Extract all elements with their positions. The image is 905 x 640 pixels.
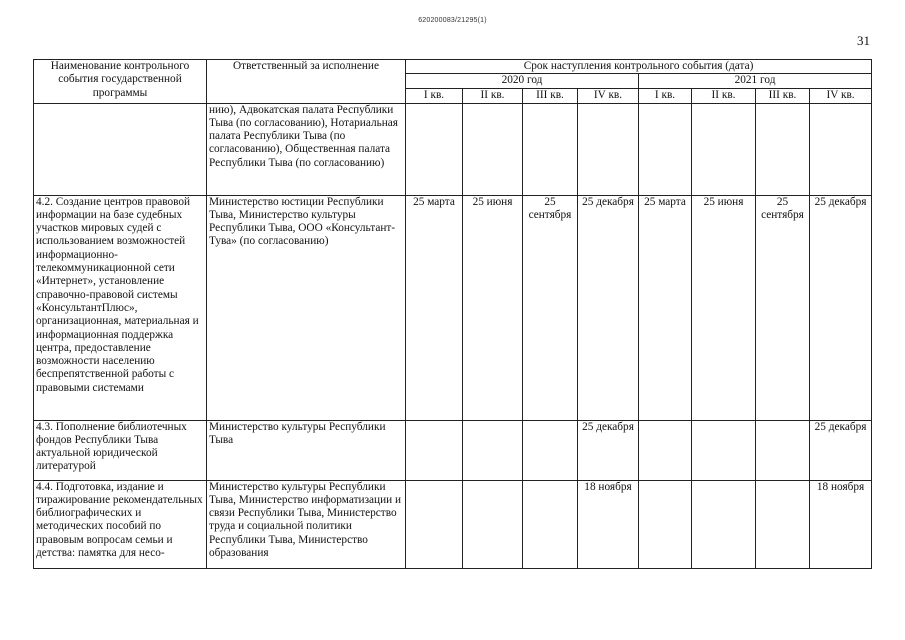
- row-deadline: [756, 480, 810, 568]
- row-deadline: 18 ноября: [810, 480, 872, 568]
- row-deadline: [523, 420, 578, 480]
- row-responsible: нию), Адвокатская палата Республики Тыва (по согласованию), Нотариальная палата Республики Тыва (по согласованию), Общественная палата Республики Тыва (по согласованию): [207, 103, 406, 195]
- row-deadline: [463, 420, 523, 480]
- page-number: 31: [857, 33, 870, 48]
- row-deadline: 25 декабря: [810, 195, 872, 420]
- quarter-header: III кв.: [523, 88, 578, 103]
- row-deadline: [523, 103, 578, 195]
- header-year-2020: 2020 год: [406, 74, 639, 88]
- row-deadline: [756, 103, 810, 195]
- table-row: [34, 480, 872, 568]
- row-deadline: [463, 103, 523, 195]
- header-responsible-column: Ответственный за исполнение: [207, 60, 406, 104]
- row-deadline: [692, 480, 756, 568]
- row-deadline: [463, 480, 523, 568]
- quarter-header: II кв.: [692, 88, 756, 103]
- row-deadline: 25 декабря: [810, 420, 872, 480]
- row-deadline: [523, 480, 578, 568]
- quarter-header: IV кв.: [578, 88, 639, 103]
- row-deadline: 25 июня: [463, 195, 523, 420]
- control-events-table: [33, 59, 872, 569]
- row-responsible: Министерство юстиции Республики Тыва, Министерство культуры Республики Тыва, ООО «Консультант-Тува» (по согласованию): [207, 195, 406, 420]
- table-row: [34, 420, 872, 480]
- row-deadline: 25 декабря: [578, 195, 639, 420]
- header-name-column: Наименование контрольного события государственной программы: [34, 60, 207, 104]
- row-deadline: [406, 420, 463, 480]
- row-deadline: 25 сентября: [523, 195, 578, 420]
- row-deadline: [406, 103, 463, 195]
- row-deadline: 25 декабря: [578, 420, 639, 480]
- row-responsible: Министерство культуры Республики Тыва: [207, 420, 406, 480]
- quarter-header: IV кв.: [810, 88, 872, 103]
- row-deadline: 25 марта: [406, 195, 463, 420]
- table-row: [34, 103, 872, 195]
- row-event-name: 4.2. Создание центров правовой информации на базе судебных участков мировых судей с использованием возможностей информационно-телекоммуникационной сети «Интернет», установление справочно-правовой системы «КонсультантПлюс», организационная, материальная и информационная поддержка центра, предоставление возможности населению беспрепятственной работы с правовыми системами: [34, 195, 207, 420]
- row-deadline: [692, 103, 756, 195]
- row-deadline: [692, 420, 756, 480]
- header-year-2021: 2021 год: [639, 74, 872, 88]
- quarter-header: II кв.: [463, 88, 523, 103]
- row-deadline: 25 марта: [639, 195, 692, 420]
- row-deadline: [406, 480, 463, 568]
- row-event-name: 4.4. Подготовка, издание и тиражирование рекомендательных библиографических и методических пособий по правовым вопросам семьи и детства: памятка для несо-: [34, 480, 207, 568]
- row-event-name: 4.3. Пополнение библиотечных фондов Республики Тыва актуальной юридической литературой: [34, 420, 207, 480]
- document-code: 620200083/21295(1): [418, 17, 487, 24]
- header-deadline: Срок наступления контрольного события (дата): [406, 60, 872, 74]
- row-deadline: [639, 420, 692, 480]
- row-deadline: 25 сентября: [756, 195, 810, 420]
- row-deadline: 18 ноября: [578, 480, 639, 568]
- row-deadline: 25 июня: [692, 195, 756, 420]
- quarter-header: I кв.: [639, 88, 692, 103]
- quarter-header: I кв.: [406, 88, 463, 103]
- row-event-name: [34, 103, 207, 195]
- row-deadline: [639, 103, 692, 195]
- quarter-header: III кв.: [756, 88, 810, 103]
- row-deadline: [639, 480, 692, 568]
- table-row: [34, 195, 872, 420]
- row-deadline: [756, 420, 810, 480]
- row-deadline: [578, 103, 639, 195]
- row-deadline: [810, 103, 872, 195]
- row-responsible: Министерство культуры Республики Тыва, Министерство информатизации и связи Республики Тыва, Министерство труда и социальной политики Республики Тыва, Министерство образования: [207, 480, 406, 568]
